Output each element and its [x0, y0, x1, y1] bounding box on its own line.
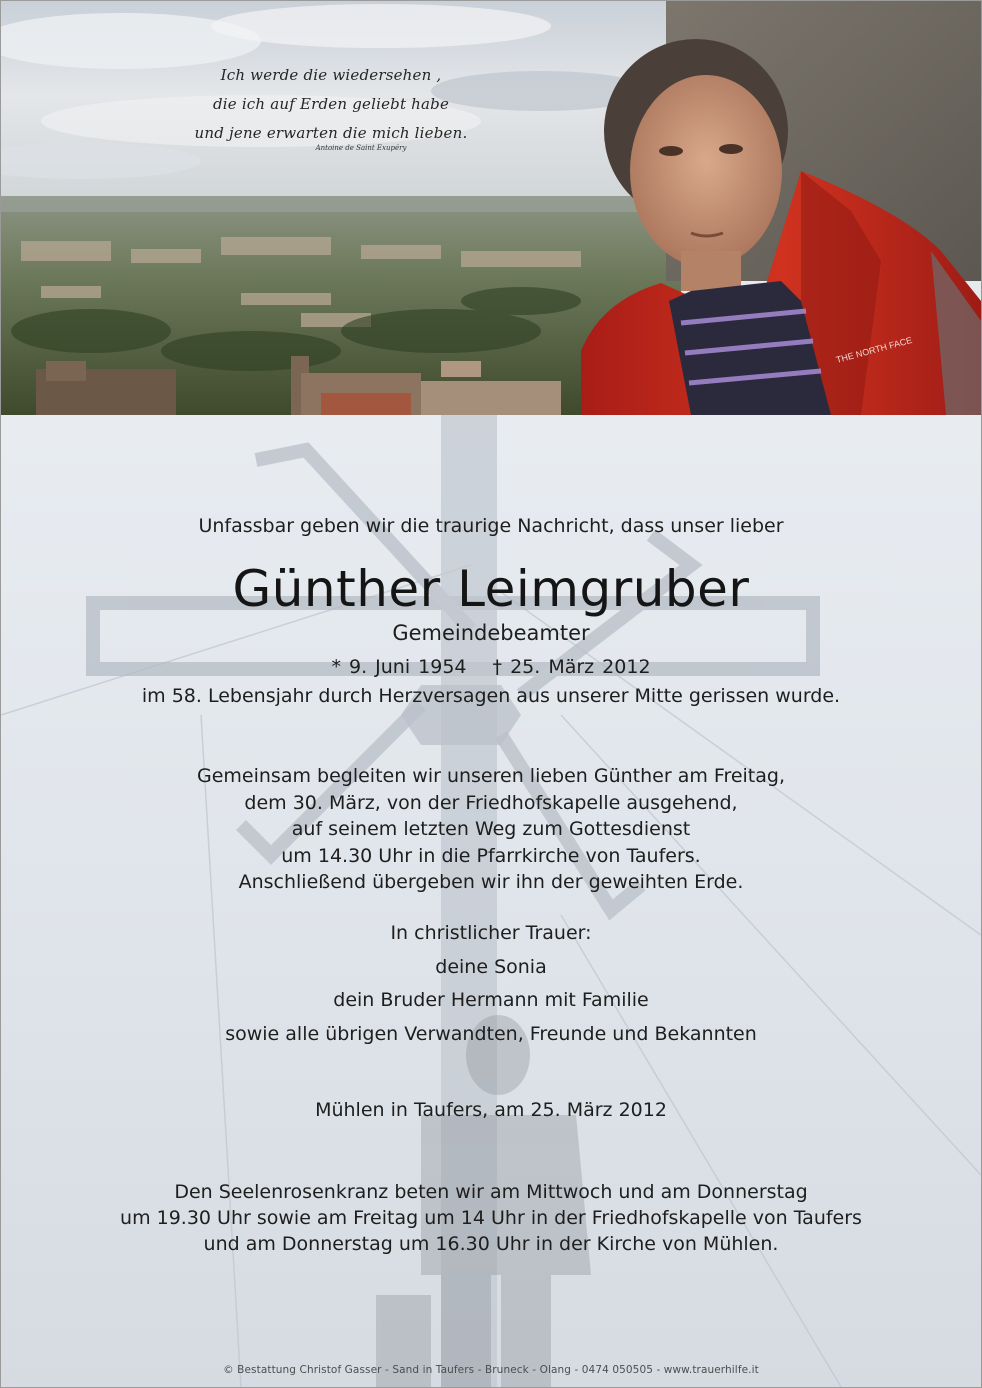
- birth-date: * 9. Juni 1954: [331, 656, 467, 678]
- mourner-line: deine Sonia: [435, 955, 547, 978]
- place-and-date: Mühlen in Taufers, am 25. März 2012: [315, 1099, 667, 1121]
- funeral-line: Anschließend übergeben wir ihn der geweihten Erde.: [238, 871, 744, 893]
- mourner-line: sowie alle übrigen Verwandten, Freunde und Bekannten: [225, 1022, 757, 1045]
- funeral-line: um 14.30 Uhr in die Pfarrkirche von Taufers.: [281, 844, 701, 867]
- rosary-line: um 19.30 Uhr sowie am Freitag um 14 Uhr in der Friedhofskapelle von Taufers: [120, 1207, 862, 1229]
- funeral-home-footer: © Bestattung Christof Gasser - Sand in Taufers - Bruneck - Olang - 0474 050505 - www.trauerhilfe.it: [223, 1364, 759, 1376]
- quote-line: Ich werde die wiedersehen ,: [220, 66, 442, 84]
- mourners-heading: In christlicher Trauer:: [390, 922, 592, 944]
- deceased-name: Günther Leimgruber: [232, 560, 750, 618]
- life-dates: [1, 656, 981, 678]
- mourner-line: dein Bruder Hermann mit Familie: [333, 989, 649, 1011]
- funeral-details: [1, 763, 981, 896]
- header-photo: [1, 1, 981, 415]
- funeral-line: Gemeinsam begleiten wir unseren lieben Günther am Freitag,: [196, 765, 786, 787]
- funeral-line: dem 30. März, von der Friedhofskapelle ausgehend,: [244, 791, 738, 814]
- cause-line: im 58. Lebensjahr durch Herzversagen aus unserer Mitte gerissen wurde.: [141, 685, 841, 707]
- quote-line: und jene erwarten die mich lieben.: [194, 124, 468, 142]
- mourners-list: [1, 917, 981, 1051]
- epigraph-quote: [151, 61, 511, 152]
- death-date: † 25. März 2012: [492, 656, 651, 678]
- funeral-line: auf seinem letzten Weg zum Gottesdienst: [291, 818, 691, 840]
- intro-line: Unfassbar geben wir die traurige Nachricht, dass unser lieber: [198, 515, 784, 537]
- quote-line: die ich auf Erden geliebt habe: [212, 95, 450, 113]
- rosary-line: Den Seelenrosenkranz beten wir am Mittwoch und am Donnerstag: [174, 1181, 808, 1203]
- rosary-line: und am Donnerstag um 16.30 Uhr in der Kirche von Mühlen.: [203, 1233, 779, 1255]
- deceased-occupation: Gemeindebeamter: [392, 621, 590, 645]
- notice-body: [1, 415, 981, 1387]
- rosary-details: [1, 1179, 981, 1257]
- quote-author: Antoine de Saint Exupéry: [315, 144, 407, 152]
- jacket-logo: THE NORTH FACE: [834, 334, 914, 365]
